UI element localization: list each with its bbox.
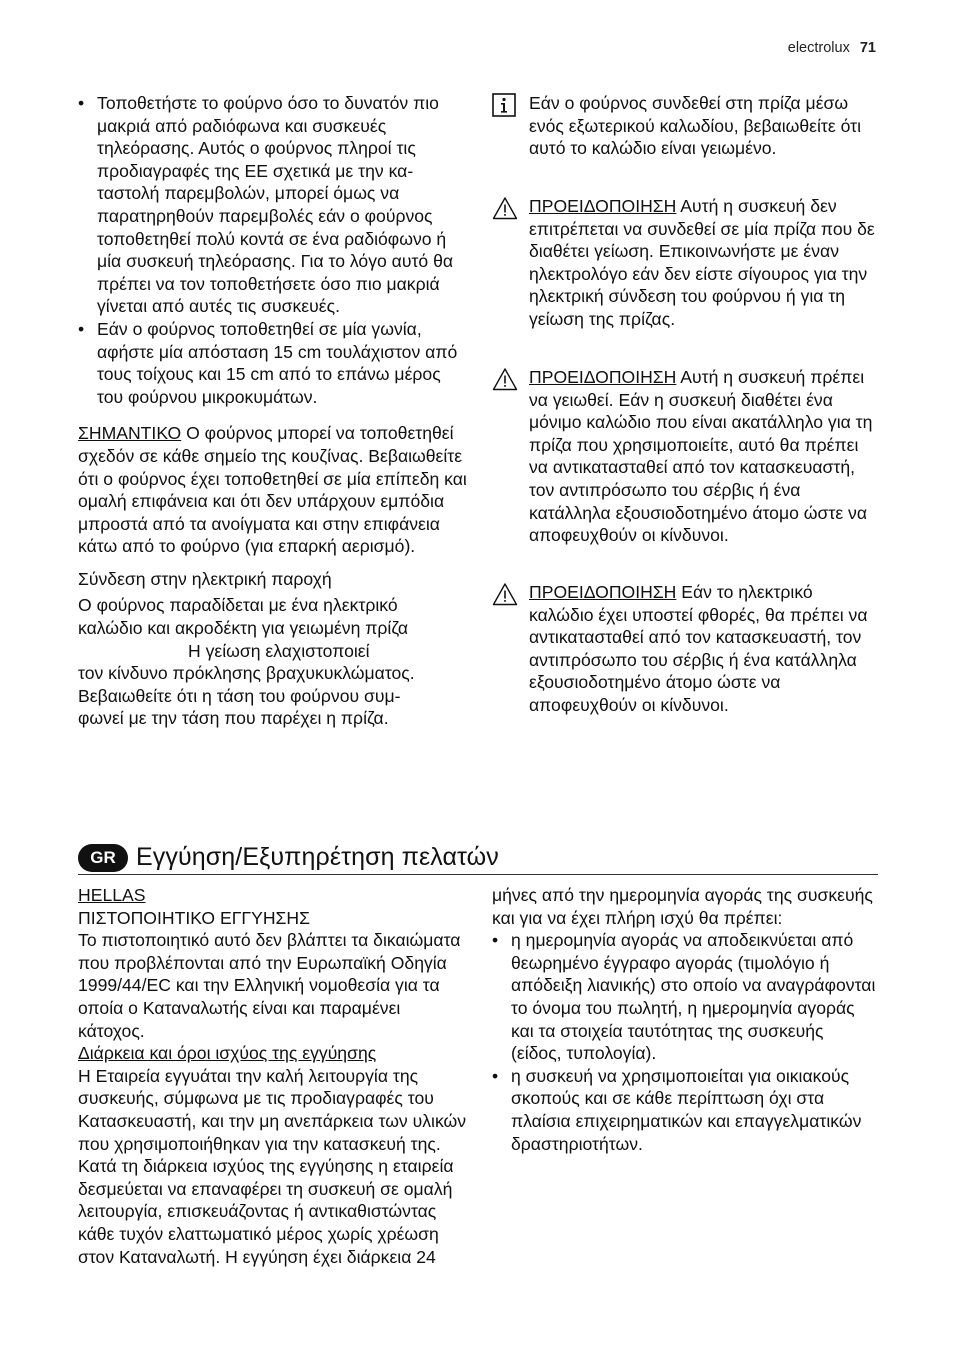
- warning-icon: [492, 581, 529, 717]
- warning-text: Εάν το ηλεκτρικό καλώδιο έχει υποστεί φθορές, θα πρέπει να αντικατασταθεί από τον κατασκευαστή, τον αντιπρόσωπο του σέρβις ή ένα κατάλληλα εξουσιοδοτημένο άτομο ώστε να αποφευχθούν οι κίνδυνοι.: [529, 582, 868, 715]
- bullet-text: η συσκευή να χρησιμοποιείται για οικιακούς σκοπούς και σε κάθε περίπτωση όχι στα πλαίσια επιχειρηματικών και επαγγελματικών δραστηριοτήτων.: [511, 1065, 862, 1154]
- page-header: [788, 40, 876, 56]
- bullet-item: [492, 929, 877, 1065]
- info-icon: [492, 92, 529, 160]
- warranty-intro: μήνες από την ημερομηνία αγοράς της συσκευής και για να έχει πλήρη ισχύ θα πρέπει:: [492, 885, 873, 928]
- warning-icon: [492, 366, 529, 547]
- section-title: [78, 843, 878, 875]
- important-label: ΣΗΜΑΝΤΙΚΟ: [78, 423, 182, 444]
- connection-line: φωνεί με την τάση που παρέχει η πρίζα.: [78, 708, 389, 729]
- certificate-heading: ΠΙΣΤΟΠΟΙΗΤΙΚΟ ΕΓΓΥΗΣΗΣ: [78, 907, 310, 928]
- connection-line: τον κίνδυνο πρόκλησης βραχυκυκλώματος.: [78, 663, 415, 684]
- bullet-text: Εάν ο φούρνος τοποθετηθεί σε μία γωνία, αφήστε μία απόσταση 15 cm τουλάχιστον από τους τοίχους και 15 cm από το επάνω μέρος του φούρνου μικροκυμάτων.: [97, 318, 458, 407]
- bullet-dot: •: [78, 93, 85, 113]
- bullet-dot: •: [492, 1065, 499, 1086]
- warning-label: ΠΡΟΕΙΔΟΠΟΙΗΣΗ: [529, 582, 677, 602]
- connection-heading: Σύνδεση στην ηλεκτρική παροχή: [78, 568, 332, 589]
- language-badge: GR: [78, 844, 128, 872]
- bullet-item: [78, 92, 468, 318]
- left-column-top: [78, 92, 468, 730]
- warning-text: Αυτή η συσκευή πρέπει να γειωθεί. Εάν η συσκευή διαθέτει ένα μόνιμο καλώδιο που είναι ακατάλληλο για τη πρίζα που χρησιμοποιείτε, αυτό θα πρέπει να αντικατασταθεί από τον κατασκευαστή, τον αντιπρόσωπο του σέρβις ή ένα κατάλληλα εξουσιοδοτημένο άτομο ώστε να αποφευχθούν οι κίνδυνοι.: [529, 367, 873, 546]
- important-note: [78, 422, 468, 558]
- bullet-dot: •: [492, 930, 499, 951]
- connection-line: καλώδιο και ακροδέκτη για γειωμένη πρίζα: [78, 618, 409, 639]
- warning-note: [492, 195, 879, 331]
- bullet-dot: •: [78, 318, 85, 339]
- warning-note: [492, 366, 879, 547]
- warranty-duration-heading: Διάρκεια και όροι ισχύος της εγγύησης: [78, 1043, 377, 1064]
- warranty-paragraph: Το πιστοποιητικό αυτό δεν βλάπτει τα δικαιώματα που προβλέπονται από την Ευρωπαϊκή Οδηγία 1999/44/EC και την Ελληνική νομοθεσία για τα οποία ο Καταναλωτής είναι και παραμένει κάτοχος.: [78, 930, 461, 1041]
- warning-text: Αυτή η συσκευή δεν επιτρέπεται να συνδεθεί σε μία πρίζα που δε διαθέτει γείωση. Επικοινωνήστε με έναν ηλεκτρολόγο εάν δεν είστε σίγουρος για την ηλεκτρική σύνδεση του φούρνου ή για τη γείωση της πρίζας.: [529, 196, 875, 329]
- warning-icon: [492, 195, 529, 331]
- hellas-heading: HELLAS: [78, 885, 146, 905]
- connection-line: Ο φούρνος παραδίδεται με ένα ηλεκτρικό: [78, 595, 398, 616]
- info-note: [492, 92, 879, 160]
- info-text: Εάν ο φούρνος συνδεθεί στη πρίζα μέσω ενός εξωτερικού καλωδίου, βεβαιωθείτε ότι αυτό το καλώδιο είναι γειωμένο.: [529, 93, 862, 159]
- warning-note: [492, 581, 879, 717]
- bullet-text: Τοποθετήστε το φούρνο όσο το δυνατόν πιο μακριά από ραδιόφωνα και συσκευές τηλεόρασης. Αυτός ο φούρνος πληροί τις προδιαγραφές της ΕΕ σχετικά με την καταστολή παρεμβολών, μπορεί όμως να παρατηρηθούν παρεμβολές εάν ο φούρνος τοποθετηθεί πολύ κοντά σε ένα ραδιόφωνο ή μία συσκευή τηλεόρασης. Για το λόγο αυτό θα πρέπει να τον τοποθετήσετε όσο πιο μακριά γίνεται από αυτές τις συσκευές.: [97, 93, 454, 317]
- bullet-item: [78, 318, 468, 408]
- connection-line: Η γείωση ελαχιστοποιεί: [188, 640, 370, 661]
- warranty-left-column: [78, 884, 468, 1268]
- warranty-right-column: [492, 884, 877, 1155]
- connection-line: Βεβαιωθείτε ότι η τάση του φούρνου συμ-: [78, 685, 401, 706]
- warranty-paragraph: Η Εταιρεία εγγυάται την καλή λειτουργία της συσκευής, σύμφωνα με τις προδιαγραφές του Κατασκευαστή, και την μη ανεπάρκεια των υλικών που χρησιμοποιήθηκαν για την κατασκευή της. Κατά τη διάρκεια ισχύος της εγγύησης η εταιρεία δεσμεύεται να επαναφέρει τη συσκευή σε ομαλή λειτουργία, επισκευάζοντας ή αντικαθιστώντας κάθε τυχόν ελαττωματικό μέρος χωρίς χρέωση στον Καταναλωτή. Η εγγύηση έχει διάρκεια 24: [78, 1065, 467, 1267]
- warning-label: ΠΡΟΕΙΔΟΠΟΙΗΣΗ: [529, 367, 677, 387]
- brand-name: electrolux: [787, 40, 850, 56]
- page-number: 71: [859, 40, 876, 56]
- section-title-text: Εγγύηση/Εξυπηρέτηση πελατών: [136, 843, 499, 871]
- warning-label: ΠΡΟΕΙΔΟΠΟΙΗΣΗ: [529, 196, 677, 216]
- important-text: Ο φούρνος μπορεί να τοποθετηθεί σχεδόν σε κάθε σημείο της κουζίνας. Βεβαιωθείτε ότι ο φούρνος έχει τοποθετηθεί σε μία επίπεδη και ομαλή επιφάνεια και ότι δεν υπάρχουν εμπόδια μπροστά από τα ανοίγματα και στην επιφάνεια κάτω από το φούρνο (για επαρκή αερισμό).: [78, 423, 467, 557]
- bullet-text: η ημερομηνία αγοράς να αποδεικνύεται από θεωρημένο έγγραφο αγοράς (τιμολόγιο ή απόδειξη λιανικής) στο οποίο να αναγράφονται το όνομα του πωλητή, η ημερομηνία αγοράς και τα στοιχεία ταυτότητας της συσκευής (είδος, τυπολογία).: [511, 930, 876, 1064]
- bullet-item: [492, 1065, 877, 1155]
